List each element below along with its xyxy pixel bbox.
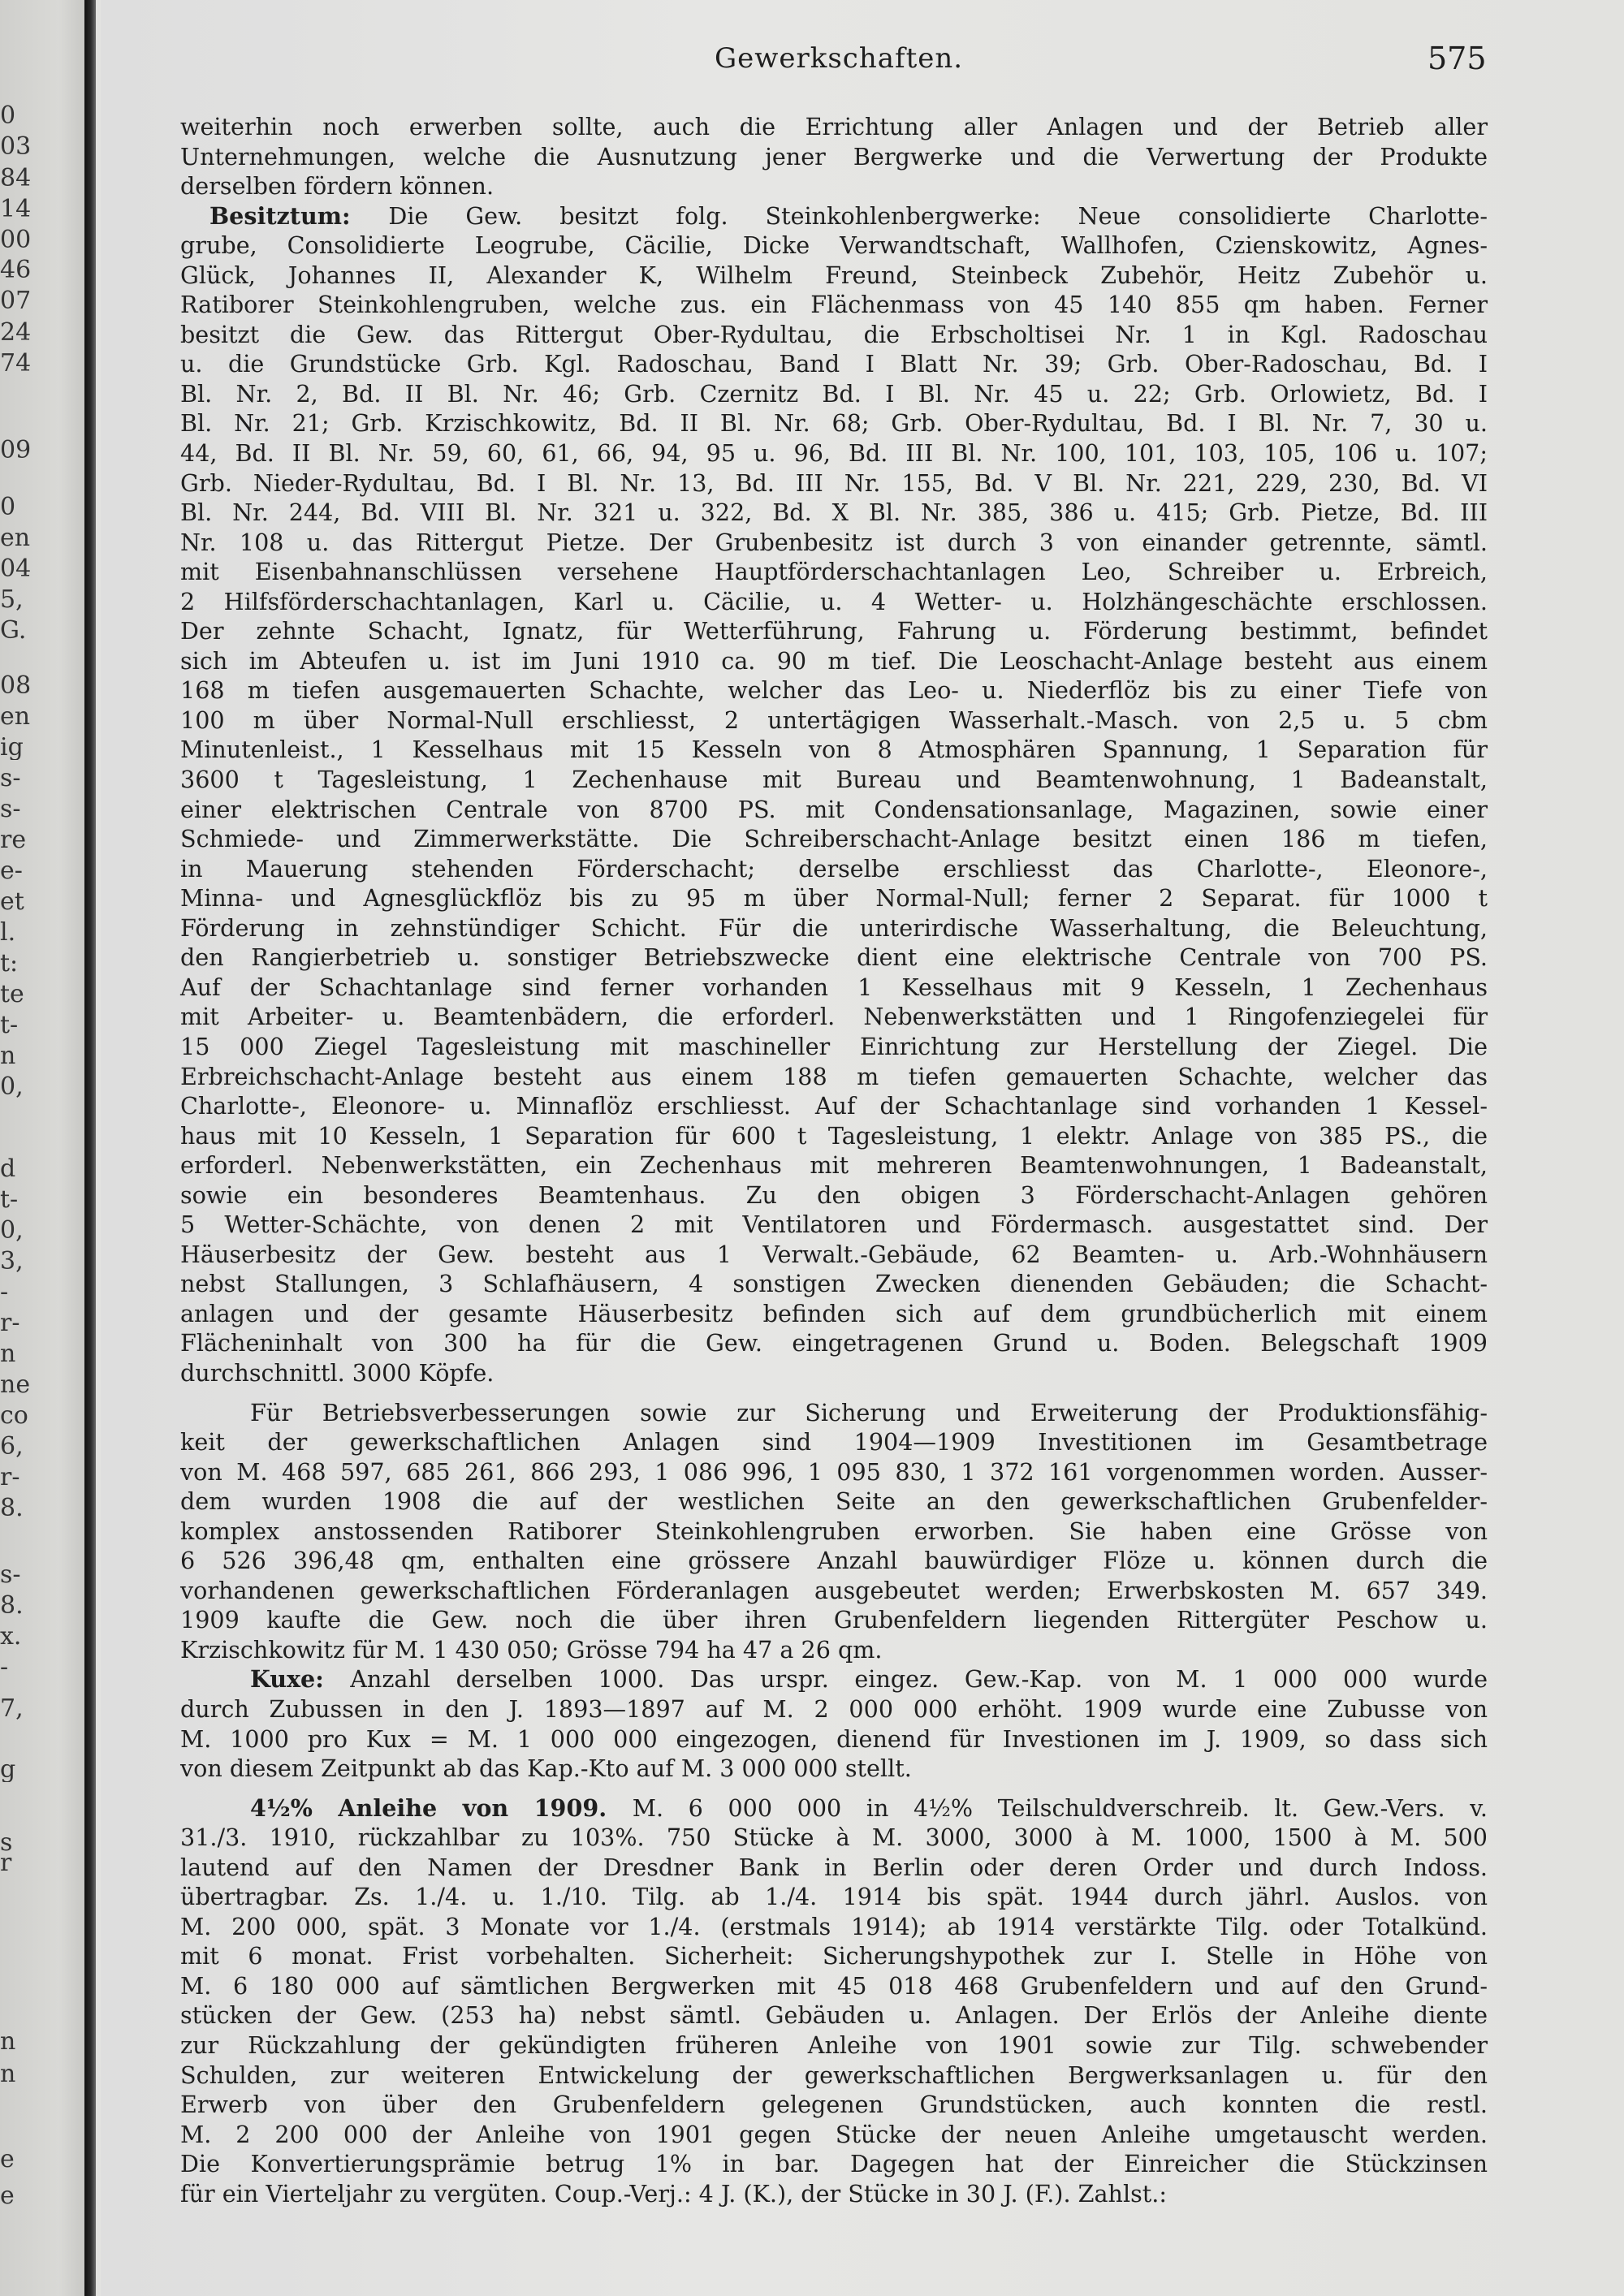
text-line: Erwerb von über den Grubenfeldern gelegenen Grundstücken, auch konnten die restl. [180,2091,1488,2119]
text-line: dem wurden 1908 die auf der westlichen Seite an den gewerkschaftlichen Grubenfelder- [180,1487,1488,1516]
text-line: 31./3. 1910, rückzahlbar zu 103%. 750 Stücke à M. 3000, 3000 à M. 1000, 1500 à M. 500 [180,1823,1488,1852]
margin-fragment: 00 [0,228,32,252]
text-line: übertragbar. Zs. 1./4. u. 1./10. Tilg. ab 1./4. 1914 bis spät. 1944 durch jährl. Auslos. von [180,1883,1488,1911]
text-line: nebst Stallungen, 3 Schlafhäusern, 4 sonstigen Zwecken dienenden Gebäuden; die Schacht- [180,1270,1488,1298]
text-line: 6 526 396,48 qm, enthalten eine grössere Anzahl bauwürdiger Flöze u. können durch die [180,1547,1488,1575]
margin-fragment: r- [0,1465,20,1490]
margin-fragment: d [0,1157,16,1181]
margin-fragment: n [0,1342,16,1366]
text-line: Bl. Nr. 21; Grb. Krzischkowitz, Bd. II Bl. Nr. 68; Grb. Ober-Rydultau, Bd. I Bl. Nr. 7, 30 u. [180,409,1488,438]
text-line: haus mit 10 Kesseln, 1 Separation für 600 t Tagesleistung, 1 elektr. Anlage von 385 PS., die [180,1121,1488,1150]
text-line: M. 200 000, spät. 3 Monate vor 1./4. (erstmals 1914); ab 1914 verstärkte Tilg. oder Totalkünd. [180,1912,1488,1940]
text-line: keit der gewerkschaftlichen Anlagen sind 1904—1909 Investitionen im Gesamtbetrage [180,1428,1488,1457]
margin-fragment: n [0,2030,16,2054]
margin-fragment: 6, [0,1435,24,1459]
text-line: mit 6 monat. Frist vorbehalten. Sicherheit: Sicherungshypothek zur I. Stelle in Höhe von [180,1942,1488,1970]
text-line: Bl. Nr. 2, Bd. II Bl. Nr. 46; Grb. Czernitz Bd. I Bl. Nr. 45 u. 22; Grb. Orlowietz, Bd. I [180,379,1488,408]
margin-fragment: s- [0,797,21,822]
margin-fragment: 24 [0,321,32,345]
text-line: grube, Consolidierte Leogrube, Cäcilie, Dicke Verwandtschaft, Wallhofen, Czienskowitz, Agnes- [180,231,1488,260]
margin-fragment: 0 [0,495,16,520]
running-header: Gewerkschaften. [715,42,964,75]
text-line: Ratiborer Steinkohlengruben, welche zus. ein Flächenmass von 45 140 855 qm haben. Ferner [180,291,1488,319]
text-line: von diesem Zeitpunkt ab das Kap.-Kto auf M. 3 000 000 stellt. [180,1754,912,1783]
text-line: Minna- und Agnesglückflöz bis zu 95 m über Normal-Null; ferner 2 Separat. für 1000 t [180,884,1488,913]
margin-fragment: ig [0,736,24,760]
margin-fragment: t- [0,1188,19,1212]
margin-fragment: et [0,890,24,914]
text-line: durchschnittl. 3000 Köpfe. [180,1358,495,1387]
text-line: 3600 t Tagesleistung, 1 Zechenhause mit Bureau und Beamtenwohnung, 1 Badeanstalt, [180,766,1488,794]
margin-fragment: 14 [0,197,32,222]
margin-fragment: - [0,1280,9,1305]
text-line: Für Betriebsverbesserungen sowie zur Sicherung und Erweiterung der Produktionsfähig- [250,1398,1488,1426]
margin-fragment: e [0,2184,15,2208]
margin-fragment: s- [0,766,21,791]
text-line: durch Zubussen in den J. 1893—1897 auf M. 2 000 000 erhöht. 1909 wurde eine Zubusse von [180,1694,1488,1723]
text-line: Besitztum: Die Gew. besitzt folg. Steinkohlenbergwerke: Neue consolidierte Charlotte- [209,201,1488,230]
margin-fragment: g [0,1758,16,1782]
margin-fragment: en [0,705,31,729]
margin-fragment: 0 [0,104,16,128]
text-line: Grb. Nieder-Rydultau, Bd. I Bl. Nr. 13, Bd. III Nr. 155, Bd. V Bl. Nr. 221, 229, 230, Bd. VI [180,468,1488,497]
margin-fragment: 04 [0,557,32,581]
text-line: u. die Grundstücke Grb. Kgl. Radoschau, Band I Blatt Nr. 39; Grb. Ober-Radoschau, Bd. I [180,350,1488,378]
margin-fragment: 07 [0,289,32,313]
margin-fragment: t: [0,952,19,976]
margin-fragment: n [0,1044,16,1068]
text-line: Erbreichschacht-Anlage besteht aus einem 188 m tiefen gemauerten Schachte, welcher das [180,1062,1488,1090]
margin-fragment: e [0,2147,15,2172]
text-line: mit Eisenbahnanschlüssen versehene Hauptförderschachtanlagen Leo, Schreiber u. Erbreich, [180,558,1488,586]
margin-fragment: re [0,828,27,852]
section-lead: 4½% Anleihe von 1909. [250,1793,633,1822]
text-line: Krzischkowitz für M. 1 430 050; Grösse 794 ha 47 a 26 qm. [180,1635,883,1664]
margin-fragment: co [0,1404,28,1428]
text-line: zur Rückzahlung der gekündigten früheren Anleihe von 1901 sowie zur Tilg. schwebender [180,2031,1488,2059]
margin-fragment: 7, [0,1697,24,1721]
text-line: lautend auf den Namen der Dresdner Bank in Berlin oder deren Order und durch Indoss. [180,1853,1488,1881]
text-line: 168 m tiefen ausgemauerten Schachte, welcher das Leo- u. Niederflöz bis zu einer Tiefe von [180,676,1488,705]
text-line: Förderung in zehnstündiger Schicht. Für die unterirdische Wasserhaltung, die Beleuchtung, [180,913,1488,942]
text-line: sowie ein besonderes Beamtenhaus. Zu den obigen 3 Förderschacht-Anlagen gehören [180,1180,1488,1209]
text-line: 100 m über Normal-Null erschliesst, 2 untertägigen Wasserhalt.-Masch. von 2,5 u. 5 cbm [180,706,1488,734]
margin-fragment: ne [0,1373,31,1397]
body-text [180,112,1488,2208]
margin-fragment: r- [0,1311,20,1336]
margin-fragment: e- [0,859,23,883]
margin-fragment: 08 [0,674,32,698]
text-line: Charlotte-, Eleonore- u. Minnaflöz erschliesst. Auf der Schachtanlage sind vorhanden 1 Kessel- [180,1092,1488,1120]
margin-fragment: G. [0,619,27,643]
text-line: anlagen und der gesamte Häuserbesitz befinden sich auf dem grundbücherlich mit einem [180,1299,1488,1327]
margin-fragment: t- [0,1013,19,1038]
text-line: Kuxe: Anzahl derselben 1000. Das urspr. eingez. Gew.-Kap. von M. 1 000 000 wurde [250,1665,1488,1694]
margin-fragment: s- [0,1563,21,1587]
binding-shadow [84,0,96,2296]
text-line: für ein Vierteljahr zu vergüten. Coup.-Verj.: 4 J. (K.), der Stücke in 30 J. (F.). Zahlst.: [180,2179,1168,2208]
margin-fragment: 0, [0,1075,24,1099]
margin-fragment: n [0,2062,16,2087]
text-line: Schulden, zur weiteren Entwickelung der gewerkschaftlichen Bergwerksanlagen u. für den [180,2061,1488,2089]
text-line: Schmiede- und Zimmerwerkstätte. Die Schreiberschacht-Anlage besitzt einen 186 m tiefen, [180,825,1488,853]
margin-fragment: x. [0,1625,22,1649]
margin-fragment: s [0,1831,13,1855]
text-line: Flächeninhalt von 300 ha für die Gew. eingetragenen Grund u. Boden. Belegschaft 1909 [180,1329,1488,1357]
margin-fragment: 5, [0,588,24,612]
text-line: erforderl. Nebenwerkstätten, ein Zechenhaus mit mehreren Beamtenwohnungen, 1 Badeanstalt, [180,1151,1488,1180]
margin-fragment: 3, [0,1249,24,1274]
text-line: M. 1000 pro Kux = M. 1 000 000 eingezogen, dienend für Investionen im J. 1909, so dass sich [180,1724,1488,1753]
text-line: besitzt die Gew. das Rittergut Ober-Rydultau, die Erbscholtisei Nr. 1 in Kgl. Radoschau [180,320,1488,348]
text-line: 15 000 Ziegel Tagesleistung mit maschineller Einrichtung zur Herstellung der Ziegel. Die [180,1032,1488,1060]
text-line: 5 Wetter-Schächte, von denen 2 mit Ventilatoren und Fördermasch. ausgestattet sind. Der [180,1211,1488,1239]
text-line: den Rangierbetrieb u. sonstiger Betriebszwecke dient eine elektrische Centrale von 700 PS. [180,943,1488,972]
text-line: derselben fördern können. [180,172,495,201]
text-line: in Mauerung stehenden Förderschacht; derselbe erschliesst das Charlotte-, Eleonore-, [180,854,1488,883]
text-line: stücken der Gew. (253 ha) nebst sämtl. Gebäuden u. Anlagen. Der Erlös der Anleihe diente [180,2001,1488,2030]
text-line: Glück, Johannes II, Alexander K, Wilhelm Freund, Steinbeck Zubehör, Heitz Zubehör u. [180,261,1488,289]
text-line: Unternehmungen, welche die Ausnutzung jener Bergwerke und die Verwertung der Produkte [180,142,1488,170]
text-line: Häuserbesitz der Gew. besteht aus 1 Verwalt.-Gebäude, 62 Beamten- u. Arb.-Wohnhäusern [180,1240,1488,1268]
text-line: komplex anstossenden Ratiborer Steinkohlengruben erworben. Sie haben eine Grösse von [180,1517,1488,1545]
page-number: 575 [1427,41,1487,76]
section-lead: Besitztum: [209,201,389,230]
text-line: Die Konvertierungsprämie betrug 1% in bar. Dagegen hat der Einreicher die Stückzinsen [180,2150,1488,2178]
text-line: 4½% Anleihe von 1909. M. 6 000 000 in 4½% Teilschuldverschreib. lt. Gew.-Vers. v. [250,1793,1488,1822]
margin-fragment: - [0,1655,9,1680]
text-line: M. 6 180 000 auf sämtlichen Bergwerken mit 45 018 468 Grubenfeldern und auf den Grund- [180,1971,1488,2000]
margin-fragment: 84 [0,166,32,191]
text-line: weiterhin noch erwerben sollte, auch die Errichtung aller Anlagen und der Betrieb aller [180,113,1488,140]
text-line: einer elektrischen Centrale von 8700 PS. mit Condensationsanlage, Magazinen, sowie einer [180,795,1488,823]
text-line: Auf der Schachtanlage sind ferner vorhanden 1 Kesselhaus mit 9 Kesseln, 1 Zechenhaus [180,973,1488,1001]
margin-fragment: 74 [0,352,32,376]
text-line: M. 2 200 000 der Anleihe von 1901 gegen Stücke der neuen Anleihe umgetauscht werden. [180,2120,1488,2148]
margin-fragment: te [0,982,24,1007]
margin-fragment: r [0,1851,12,1875]
text-line: Minutenleist., 1 Kesselhaus mit 15 Kesseln von 8 Atmosphären Spannung, 1 Separation für [180,736,1488,764]
text-line: 2 Hilfsförderschachtanlagen, Karl u. Cäcilie, u. 4 Wetter- u. Holzhängeschächte erschlossen. [180,587,1488,615]
margin-fragment: 09 [0,438,32,463]
text-line: Der zehnte Schacht, Ignatz, für Wetterführung, Fahrung u. Förderung bestimmt, befindet [180,617,1488,645]
margin-fragment: 46 [0,258,32,283]
text-line: mit Arbeiter- u. Beamtenbädern, die erforderl. Nebenwerkstätten und 1 Ringofenziegelei für [180,1003,1488,1031]
text-line: sich im Abteufen u. ist im Juni 1910 ca. 90 m tief. Die Leoschacht-Anlage besteht aus einem [180,646,1488,675]
margin-fragment: 0, [0,1219,24,1243]
margin-fragment: l. [0,921,16,945]
margin-fragment: en [0,526,31,550]
text-line: von M. 468 597, 685 261, 866 293, 1 086 996, 1 095 830, 1 372 161 vorgenommen worden. Ausser- [180,1457,1488,1486]
text-line: Bl. Nr. 244, Bd. VIII Bl. Nr. 321 u. 322, Bd. X Bl. Nr. 385, 386 u. 415; Grb. Pietze, Bd. III [180,498,1488,527]
text-line: 44, Bd. II Bl. Nr. 59, 60, 61, 66, 94, 95 u. 96, Bd. III Bl. Nr. 100, 101, 103, 105, 106 u. 107; [180,439,1488,468]
text-line: 1909 kaufte die Gew. noch die über ihren Grubenfeldern liegenden Rittergüter Peschow u. [180,1606,1488,1634]
margin-fragment: 03 [0,135,32,159]
text-line: Nr. 108 u. das Rittergut Pietze. Der Grubenbesitz ist durch 3 von einander getrennte, sämtl. [180,528,1488,556]
margin-fragment: 8. [0,1496,24,1521]
text-line: vorhandenen gewerkschaftlichen Förderanlagen ausgebeutet werden; Erwerbskosten M. 657 349. [180,1576,1488,1604]
margin-fragment: 8. [0,1594,24,1618]
section-lead: Kuxe: [250,1665,351,1694]
